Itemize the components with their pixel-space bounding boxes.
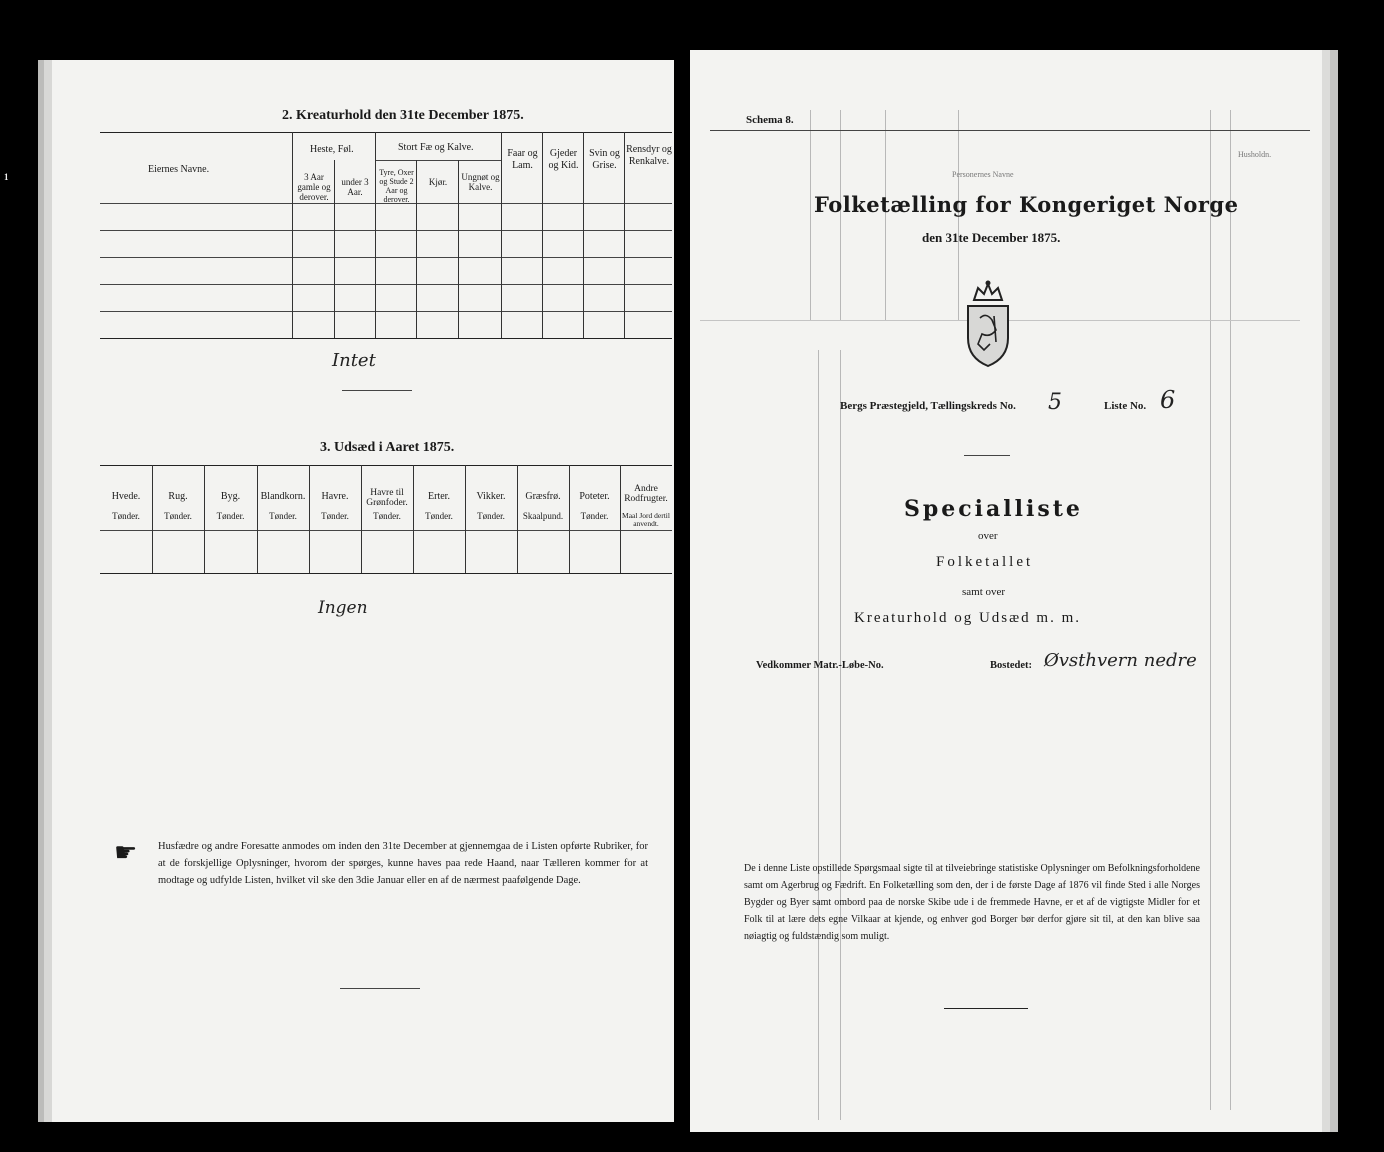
section3-title: 3. Udsæd i Aaret 1875. (320, 440, 455, 455)
bosted-label: Bostedet: (990, 660, 1032, 671)
seed-unit-vikker: Tønder. (477, 511, 505, 521)
district-number: 5 (1048, 390, 1062, 415)
seed-unit-rug: Tønder. (164, 511, 192, 521)
seed-col-byg: Byg. (220, 491, 241, 502)
bosted-value: Øvsthvern nedre (1044, 650, 1197, 671)
seed-unit-rodfrugter: Maal Jord dertil anvendt. (622, 511, 670, 528)
col-reindeer: Rensdyr og Renkalve. (626, 144, 672, 167)
instruction-note: Husfædre og andre Foresatte anmodes om inden den 31te December at gjennemgaa de i Listen opførte Rubriker, for at de forskjellige Oplysninger, hvorom der spørges, kunne haves paa rede Haand, naar Tælleren kommer for at modtage og udfylde Listen, hvilket vil ske den 3die Januar eller en af de nærmest paafølgende Dage. (158, 841, 648, 886)
schema-number: Schema 8. (746, 114, 794, 126)
handwritten-livestock: Intet (332, 350, 376, 371)
coat-of-arms-icon (960, 278, 1016, 368)
seed-unit-graesfro: Skaalpund. (522, 511, 564, 521)
census-title: Folketælling for Kongeriget Norge (814, 192, 1239, 217)
samt-over: samt over (962, 586, 1006, 598)
census-date: den 31te December 1875. (922, 230, 1061, 245)
col-horses-young: under 3 Aar. (341, 177, 369, 197)
specialliste-heading: Specialliste (904, 496, 1083, 522)
seed-col-blandkorn: Blandkorn. (260, 491, 306, 502)
seed-unit-poteter: Tønder. (580, 511, 609, 521)
left-page: 1 2. Kreaturhold den 31te December 1875. Eiernes Navne. Heste, Føl. 3 Aar gamle og derover. under 3 Aar. Stort Fæ og Kalve. Tyre, Oxer og Stude 2 Aar og derover. Kjør. Ungnøt og Kalve. Faar og Lam. Gjeder og Kid. Svin og Grise. Rensdyr og Renkalve. Intet 3. Udsæd i Aaret 1875. Hvede. Tønder. Rug. Tønder. Byg. Tønder. Blandkorn. Tønder. Havre. Tønder. Havre til Grønfoder. Tønder. Erter. Tønder. Vikker. Tønder. Græsfrø. Skaalpund. Poteter. Tønder. Andre Rodfrugter. Maal Jord dertil anvendt. Ingen ☛ Husfædre og andre Foresatte anmodes om inden den 31te December at gjennemgaa de i Listen opførte Rubriker, for at de forskjellige Oplysninger, hvorom der spørges, kunne haves paa rede Haand, naar Tælleren kommer for at modtage og udfylde Listen, hvilket vil ske den 3die Januar eller en af de nærmest paafølgende Dage. (52, 60, 674, 1122)
over-1: over (978, 530, 998, 542)
col-horses-old: 3 Aar gamle og derover. (297, 172, 331, 202)
list-label: Liste No. (1104, 400, 1147, 412)
seed-col-havre: Havre. (321, 491, 349, 502)
handwritten-seed: Ingen (318, 598, 368, 618)
folketallet-heading: Folketallet (936, 554, 1034, 570)
col-cattle-bulls: Tyre, Oxer og Stude 2 Aar og derover. (379, 168, 414, 204)
seed-col-rug: Rug. (168, 491, 188, 502)
col-cattle-young: Ungnøt og Kalve. (461, 172, 500, 192)
district-label: Bergs Præstegjeld, Tællingskreds No. (840, 400, 1016, 412)
pointing-hand-icon: ☛ (114, 838, 138, 867)
list-number: 6 (1160, 386, 1176, 414)
seed-unit-havre-gronfoder: Tønder. (373, 511, 401, 521)
seed-col-vikker: Vikker. (476, 491, 506, 502)
seed-unit-blandkorn: Tønder. (269, 511, 297, 521)
col-horses: Heste, Føl. (310, 144, 354, 155)
census-notice: De i denne Liste opstillede Spørgsmaal sigte til at tilveiebringe statistiske Oplysninger om Befolkningsforholdene samt om Agerbrug og Fædrift. En Folketælling som den, der i de første Dage af 1876 vil finde Sted i alle Norges Bygder og Byer samt ombord paa de norske Skibe ude i de fremmede Havne, er et af de vigtigste Midler for et Folk til at lære dets egne Vilkaar at kjende, og enhver god Borger bør derfor gjøre sit til, at den kan blive saa nøiagtig og fuldstændig som muligt. (744, 863, 1200, 942)
seed-unit-erter: Tønder. (425, 511, 453, 521)
section2-title: 2. Kreaturhold den 31te December 1875. (282, 108, 524, 123)
matr-label: Vedkommer Matr.-Løbe-No. (756, 660, 884, 671)
kreatur-heading: Kreaturhold og Udsæd m. m. (854, 610, 1081, 626)
seed-col-rodfrugter: Andre Rodfrugter. (624, 484, 668, 504)
col-owner-name: Eiernes Navne. (148, 164, 210, 175)
col-cattle-cows: Kjør. (428, 177, 448, 187)
seed-col-havre-gronfoder: Havre til Grønfoder. (366, 488, 408, 508)
seed-col-graesfro: Græsfrø. (525, 491, 561, 502)
col-pigs: Svin og Grise. (589, 148, 620, 171)
seed-col-hvede: Hvede. (111, 491, 141, 502)
seed-unit-byg: Tønder. (216, 511, 245, 521)
col-goats: Gjeder og Kid. (548, 148, 579, 171)
seed-unit-hvede: Tønder. (112, 511, 140, 521)
seed-unit-havre: Tønder. (321, 511, 349, 521)
col-sheep: Faar og Lam. (507, 148, 538, 171)
col-cattle: Stort Fæ og Kalve. (398, 142, 474, 153)
seed-col-erter: Erter. (428, 491, 450, 502)
seed-col-poteter: Poteter. (579, 491, 610, 502)
right-page: Husholdn. Personernes Navne Schema 8. Folketælling for Kongeriget Norge den 31te December 1875. Bergs Præstegjeld, Tællingskreds No. 5 Liste No. 6 Specialliste over Folketallet samt over Kreaturhold og Udsæd m. m. Vedkommer Matr.-Løbe-No. Bostedet: Øvsthvern nedre De i denne Liste opstillede Spørgsmaal sigte til at tilveiebringe statistiske Oplysninger om Befolkningsforholdene samt om Agerbrug og Fædrift. En Folketælling som den, der i de første Dage af 1876 vil finde Sted i alle Norges Bygder og Byer samt ombord paa de norske Skibe ude i de fremmede Havne, er et af de vigtigste Midler for et Folk til at lære dets egne Vilkaar at kjende, og enhver god Borger bør derfor gjøre sit til, at den kan blive saa nøiagtig og fuldstændig som muligt. (690, 50, 1322, 1132)
